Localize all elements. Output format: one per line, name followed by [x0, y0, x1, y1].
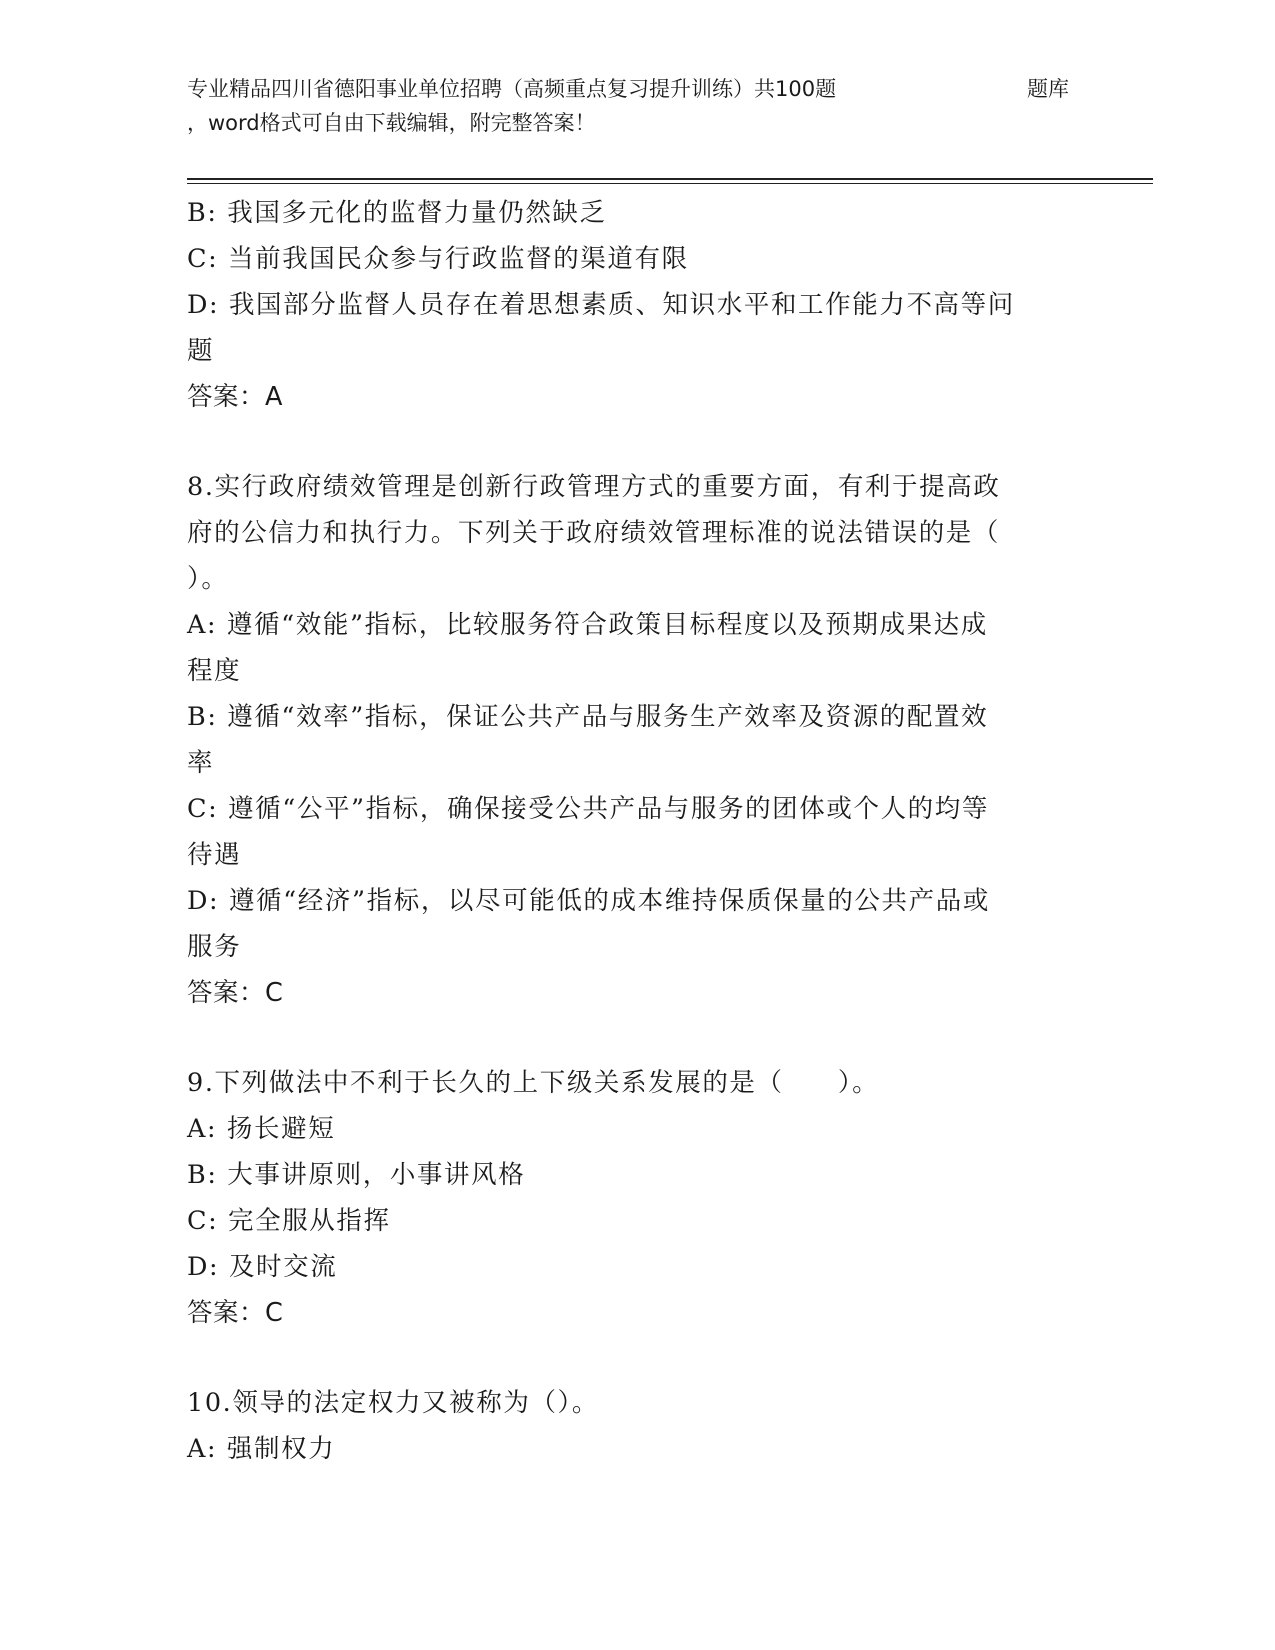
spacer [187, 420, 1067, 464]
q8-stem-line2: 府的公信力和执行力。下列关于政府绩效管理标准的说法错误的是（ [187, 518, 1001, 548]
spacer [187, 1336, 1067, 1380]
header-tag: 题库 [1027, 77, 1069, 101]
header-divider-thin [187, 183, 1153, 184]
q9-option-c: C: 完全服从指挥 [187, 1206, 391, 1236]
q9-option-d: D: 及时交流 [187, 1252, 338, 1282]
header-title: 专业精品四川省德阳事业单位招聘（高频重点复习提升训练）共100题 [187, 77, 837, 101]
q8-option-b-line2: 率 [187, 748, 215, 778]
question-7 [187, 190, 1067, 420]
q9-option-b: B: 大事讲原则，小事讲风格 [187, 1160, 526, 1190]
q9-answer: 答案：C [187, 1298, 284, 1328]
q7-answer: 答案：A [187, 382, 283, 412]
q10-option-a: A: 强制权力 [187, 1434, 336, 1464]
q8-stem-line3: ）。 [187, 564, 229, 594]
q8-answer: 答案：C [187, 978, 284, 1008]
q9-stem: 9.下列做法中不利于长久的上下级关系发展的是（ ）。 [187, 1068, 880, 1098]
q8-option-c-line1: C: 遵循“公平”指标，确保接受公共产品与服务的团体或个人的均等 [187, 794, 989, 824]
q8-option-d-line2: 服务 [187, 932, 242, 962]
header-title-line1 [187, 72, 1147, 106]
q8-option-a-line1: A: 遵循“效能”指标，比较服务符合政策目标程度以及预期成果达成 [187, 610, 988, 640]
spacer [187, 1016, 1067, 1060]
q8-stem-line1: 8.实行政府绩效管理是创新行政管理方式的重要方面，有利于提高政 [187, 472, 1001, 502]
q9-option-a: A: 扬长避短 [187, 1114, 336, 1144]
page-header [187, 72, 1147, 140]
question-9 [187, 1060, 1067, 1336]
header-title-line2: ，word格式可自由下载编辑，附完整答案！ [187, 111, 596, 135]
q7-option-d-line2: 题 [187, 336, 215, 366]
question-10 [187, 1380, 1067, 1472]
question-8 [187, 464, 1067, 1016]
q7-option-b: B: 我国多元化的监督力量仍然缺乏 [187, 198, 607, 228]
q8-option-b-line1: B: 遵循“效率”指标，保证公共产品与服务生产效率及资源的配置效 [187, 702, 989, 732]
q7-option-c: C: 当前我国民众参与行政监督的渠道有限 [187, 244, 689, 274]
header-divider-thick [187, 178, 1153, 180]
q7-option-d-line1: D: 我国部分监督人员存在着思想素质、知识水平和工作能力不高等问 [187, 290, 1015, 320]
q10-stem: 10.领导的法定权力又被称为（）。 [187, 1388, 600, 1418]
q8-option-a-line2: 程度 [187, 656, 242, 686]
document-body [187, 190, 1067, 1472]
q8-option-c-line2: 待遇 [187, 840, 242, 870]
q8-option-d-line1: D: 遵循“经济”指标，以尽可能低的成本维持保质保量的公共产品或 [187, 886, 990, 916]
